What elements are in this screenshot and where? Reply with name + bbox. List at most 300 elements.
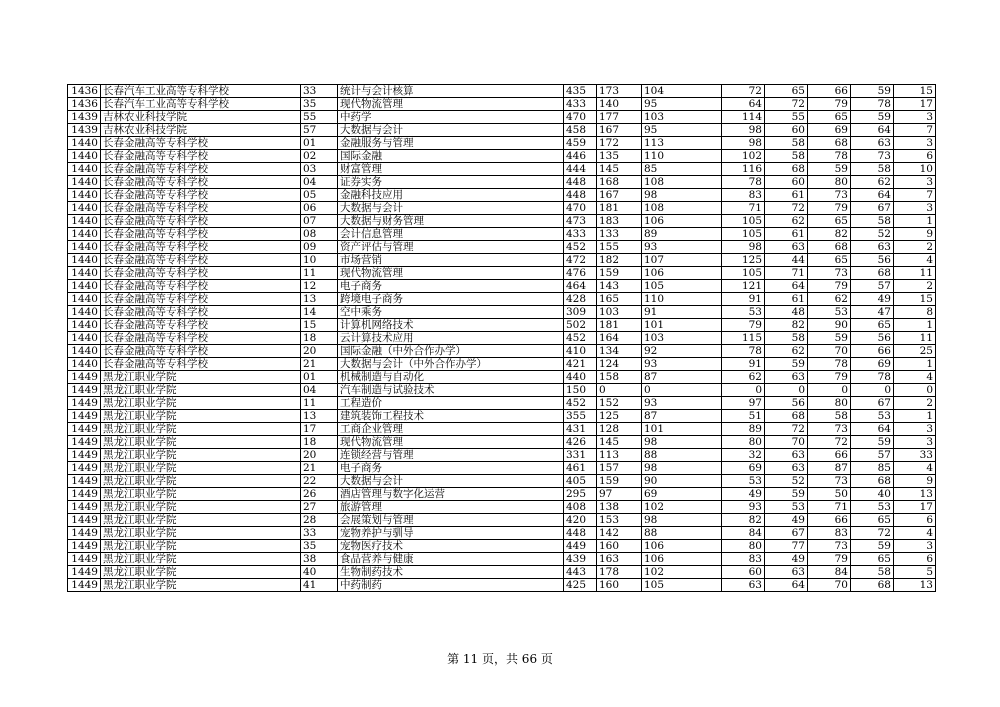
cell-major-name: 工商企业管理 [338, 423, 564, 436]
cell-score-e: 70 [808, 345, 851, 358]
cell-score-d: 55 [765, 111, 808, 124]
cell-major-code: 04 [301, 176, 338, 189]
cell-major-code: 55 [301, 111, 338, 124]
cell-score-d: 52 [765, 475, 808, 488]
cell-score-f: 56 [851, 332, 894, 345]
cell-score-a: 181 [597, 319, 642, 332]
cell-score-d: 58 [765, 332, 808, 345]
cell-score-c: 91 [722, 358, 765, 371]
cell-total-score: 355 [564, 410, 597, 423]
cell-major-name: 现代物流管理 [338, 436, 564, 449]
cell-score-f: 64 [851, 189, 894, 202]
cell-school-name: 长春金融高等专科学校 [101, 228, 301, 241]
cell-score-f: 64 [851, 124, 894, 137]
cell-school-code: 1449 [68, 514, 101, 527]
cell-score-b: 0 [642, 384, 722, 397]
cell-rank: 5 [894, 566, 936, 579]
cell-score-d: 64 [765, 280, 808, 293]
cell-score-c: 78 [722, 345, 765, 358]
cell-total-score: 448 [564, 189, 597, 202]
cell-score-e: 79 [808, 202, 851, 215]
table-row [68, 475, 936, 488]
cell-total-score: 449 [564, 540, 597, 553]
cell-total-score: 448 [564, 527, 597, 540]
cell-score-c: 80 [722, 540, 765, 553]
cell-score-c: 53 [722, 306, 765, 319]
cell-total-score: 150 [564, 384, 597, 397]
cell-school-code: 1440 [68, 228, 101, 241]
cell-school-name: 长春金融高等专科学校 [101, 176, 301, 189]
cell-score-e: 59 [808, 163, 851, 176]
cell-school-name: 黑龙江职业学院 [101, 462, 301, 475]
cell-total-score: 470 [564, 202, 597, 215]
cell-score-b: 107 [642, 254, 722, 267]
table-row [68, 397, 936, 410]
cell-score-b: 95 [642, 98, 722, 111]
cell-score-c: 97 [722, 397, 765, 410]
table-row [68, 436, 936, 449]
cell-major-code: 07 [301, 215, 338, 228]
table-row [68, 540, 936, 553]
cell-score-c: 79 [722, 319, 765, 332]
cell-score-e: 78 [808, 150, 851, 163]
cell-score-d: 65 [765, 85, 808, 98]
cell-major-code: 11 [301, 397, 338, 410]
cell-total-score: 464 [564, 280, 597, 293]
cell-major-code: 11 [301, 267, 338, 280]
cell-major-code: 33 [301, 527, 338, 540]
cell-score-e: 79 [808, 98, 851, 111]
cell-score-c: 60 [722, 566, 765, 579]
cell-score-d: 67 [765, 527, 808, 540]
cell-score-d: 63 [765, 462, 808, 475]
cell-score-e: 50 [808, 488, 851, 501]
cell-score-c: 98 [722, 137, 765, 150]
cell-score-a: 183 [597, 215, 642, 228]
cell-score-b: 87 [642, 371, 722, 384]
cell-score-d: 70 [765, 436, 808, 449]
cell-score-c: 89 [722, 423, 765, 436]
cell-score-f: 58 [851, 566, 894, 579]
cell-total-score: 331 [564, 449, 597, 462]
cell-total-score: 435 [564, 85, 597, 98]
cell-score-e: 79 [808, 280, 851, 293]
cell-score-e: 80 [808, 397, 851, 410]
cell-score-e: 80 [808, 176, 851, 189]
cell-score-c: 82 [722, 514, 765, 527]
cell-major-code: 12 [301, 280, 338, 293]
cell-rank: 9 [894, 228, 936, 241]
cell-school-code: 1449 [68, 371, 101, 384]
cell-score-f: 58 [851, 215, 894, 228]
cell-score-c: 105 [722, 215, 765, 228]
cell-score-f: 68 [851, 267, 894, 280]
cell-major-name: 国际金融 [338, 150, 564, 163]
cell-score-f: 68 [851, 475, 894, 488]
cell-score-b: 93 [642, 397, 722, 410]
cell-score-e: 73 [808, 423, 851, 436]
cell-score-c: 105 [722, 228, 765, 241]
cell-score-c: 98 [722, 241, 765, 254]
cell-score-e: 72 [808, 436, 851, 449]
cell-school-code: 1440 [68, 215, 101, 228]
cell-score-a: 168 [597, 176, 642, 189]
cell-score-a: 103 [597, 306, 642, 319]
cell-rank: 10 [894, 163, 936, 176]
cell-rank: 3 [894, 202, 936, 215]
cell-major-code: 06 [301, 202, 338, 215]
cell-total-score: 446 [564, 150, 597, 163]
cell-school-name: 黑龙江职业学院 [101, 540, 301, 553]
cell-score-c: 62 [722, 371, 765, 384]
cell-score-c: 64 [722, 98, 765, 111]
page-footer: 第 11 页，共 66 页 [447, 652, 553, 666]
cell-rank: 33 [894, 449, 936, 462]
cell-school-code: 1440 [68, 254, 101, 267]
table-row [68, 566, 936, 579]
table-row [68, 319, 936, 332]
cell-score-f: 59 [851, 540, 894, 553]
table-row [68, 527, 936, 540]
cell-score-f: 59 [851, 436, 894, 449]
cell-score-c: 53 [722, 475, 765, 488]
cell-school-name: 长春金融高等专科学校 [101, 319, 301, 332]
cell-score-c: 78 [722, 176, 765, 189]
cell-school-name: 长春金融高等专科学校 [101, 306, 301, 319]
cell-score-e: 73 [808, 475, 851, 488]
cell-score-c: 84 [722, 527, 765, 540]
cell-school-code: 1440 [68, 137, 101, 150]
table-row [68, 202, 936, 215]
cell-major-code: 01 [301, 137, 338, 150]
cell-rank: 3 [894, 137, 936, 150]
cell-score-c: 116 [722, 163, 765, 176]
cell-school-code: 1440 [68, 280, 101, 293]
cell-score-e: 73 [808, 189, 851, 202]
cell-score-a: 165 [597, 293, 642, 306]
cell-total-score: 425 [564, 579, 597, 592]
cell-major-code: 41 [301, 579, 338, 592]
cell-school-code: 1449 [68, 527, 101, 540]
cell-score-e: 68 [808, 137, 851, 150]
cell-score-e: 79 [808, 371, 851, 384]
cell-score-b: 102 [642, 566, 722, 579]
cell-score-e: 66 [808, 449, 851, 462]
cell-major-name: 国际金融（中外合作办学） [338, 345, 564, 358]
cell-score-e: 82 [808, 228, 851, 241]
cell-total-score: 502 [564, 319, 597, 332]
cell-score-b: 95 [642, 124, 722, 137]
cell-major-name: 会计信息管理 [338, 228, 564, 241]
table-row [68, 98, 936, 111]
cell-score-c: 115 [722, 332, 765, 345]
cell-major-name: 大数据与财务管理 [338, 215, 564, 228]
cell-rank: 17 [894, 501, 936, 514]
cell-major-name: 工程造价 [338, 397, 564, 410]
cell-school-code: 1436 [68, 98, 101, 111]
cell-score-d: 64 [765, 579, 808, 592]
cell-total-score: 452 [564, 241, 597, 254]
cell-score-e: 53 [808, 306, 851, 319]
cell-score-b: 105 [642, 579, 722, 592]
cell-rank: 2 [894, 241, 936, 254]
cell-major-name: 中药制药 [338, 579, 564, 592]
cell-school-code: 1440 [68, 345, 101, 358]
table-row [68, 215, 936, 228]
cell-score-c: 125 [722, 254, 765, 267]
cell-score-e: 73 [808, 267, 851, 280]
cell-school-code: 1449 [68, 501, 101, 514]
cell-major-name: 证券实务 [338, 176, 564, 189]
cell-score-e: 83 [808, 527, 851, 540]
admission-score-table [67, 84, 936, 592]
cell-major-code: 20 [301, 449, 338, 462]
cell-score-d: 68 [765, 410, 808, 423]
cell-rank: 13 [894, 579, 936, 592]
cell-score-f: 78 [851, 98, 894, 111]
cell-major-name: 电子商务 [338, 462, 564, 475]
cell-school-name: 黑龙江职业学院 [101, 488, 301, 501]
cell-score-c: 98 [722, 124, 765, 137]
table-row [68, 345, 936, 358]
table-row [68, 163, 936, 176]
table-row [68, 449, 936, 462]
cell-score-c: 80 [722, 436, 765, 449]
cell-major-code: 28 [301, 514, 338, 527]
cell-score-a: 0 [597, 384, 642, 397]
cell-score-b: 102 [642, 501, 722, 514]
cell-score-e: 79 [808, 553, 851, 566]
cell-school-name: 吉林农业科技学院 [101, 124, 301, 137]
cell-school-code: 1440 [68, 319, 101, 332]
cell-score-a: 134 [597, 345, 642, 358]
cell-major-code: 09 [301, 241, 338, 254]
cell-score-a: 173 [597, 85, 642, 98]
cell-major-code: 01 [301, 371, 338, 384]
cell-major-name: 大数据与会计 [338, 475, 564, 488]
cell-rank: 15 [894, 85, 936, 98]
cell-score-b: 98 [642, 514, 722, 527]
cell-score-a: 133 [597, 228, 642, 241]
cell-score-d: 68 [765, 163, 808, 176]
cell-score-a: 167 [597, 189, 642, 202]
cell-school-code: 1449 [68, 566, 101, 579]
cell-school-code: 1440 [68, 202, 101, 215]
cell-school-name: 长春金融高等专科学校 [101, 215, 301, 228]
cell-score-e: 78 [808, 358, 851, 371]
cell-major-code: 38 [301, 553, 338, 566]
cell-rank: 25 [894, 345, 936, 358]
cell-score-d: 63 [765, 566, 808, 579]
cell-total-score: 459 [564, 137, 597, 150]
cell-score-b: 110 [642, 293, 722, 306]
cell-major-code: 21 [301, 462, 338, 475]
cell-school-name: 黑龙江职业学院 [101, 475, 301, 488]
cell-score-a: 159 [597, 267, 642, 280]
cell-school-name: 黑龙江职业学院 [101, 514, 301, 527]
cell-rank: 11 [894, 332, 936, 345]
cell-major-code: 13 [301, 293, 338, 306]
cell-major-code: 27 [301, 501, 338, 514]
cell-score-c: 32 [722, 449, 765, 462]
cell-score-a: 160 [597, 540, 642, 553]
cell-rank: 1 [894, 319, 936, 332]
cell-school-code: 1439 [68, 111, 101, 124]
cell-score-a: 125 [597, 410, 642, 423]
table-row [68, 85, 936, 98]
table-row [68, 254, 936, 267]
cell-school-name: 长春金融高等专科学校 [101, 202, 301, 215]
cell-school-name: 长春金融高等专科学校 [101, 241, 301, 254]
cell-major-name: 宠物医疗技术 [338, 540, 564, 553]
cell-score-d: 82 [765, 319, 808, 332]
cell-rank: 1 [894, 358, 936, 371]
table-body [68, 85, 936, 592]
cell-score-d: 72 [765, 423, 808, 436]
cell-score-f: 73 [851, 150, 894, 163]
cell-score-d: 0 [765, 384, 808, 397]
cell-major-name: 金融科技应用 [338, 189, 564, 202]
cell-total-score: 405 [564, 475, 597, 488]
cell-major-name: 大数据与会计 [338, 124, 564, 137]
cell-school-name: 黑龙江职业学院 [101, 579, 301, 592]
cell-score-d: 59 [765, 358, 808, 371]
cell-score-c: 69 [722, 462, 765, 475]
table-row [68, 423, 936, 436]
cell-score-f: 53 [851, 501, 894, 514]
table-row [68, 267, 936, 280]
cell-score-e: 70 [808, 579, 851, 592]
cell-school-name: 长春金融高等专科学校 [101, 267, 301, 280]
table-row [68, 306, 936, 319]
table-row [68, 293, 936, 306]
cell-score-b: 103 [642, 332, 722, 345]
cell-school-code: 1440 [68, 332, 101, 345]
cell-school-code: 1449 [68, 410, 101, 423]
cell-score-f: 57 [851, 280, 894, 293]
cell-major-name: 汽车制造与试验技术 [338, 384, 564, 397]
cell-score-c: 83 [722, 189, 765, 202]
cell-score-a: 124 [597, 358, 642, 371]
cell-school-name: 长春金融高等专科学校 [101, 254, 301, 267]
cell-school-name: 黑龙江职业学院 [101, 410, 301, 423]
table-row [68, 410, 936, 423]
cell-school-code: 1440 [68, 163, 101, 176]
cell-score-d: 63 [765, 241, 808, 254]
cell-major-code: 10 [301, 254, 338, 267]
cell-school-name: 长春金融高等专科学校 [101, 137, 301, 150]
cell-school-code: 1449 [68, 579, 101, 592]
cell-score-b: 106 [642, 540, 722, 553]
cell-score-b: 98 [642, 189, 722, 202]
cell-score-f: 65 [851, 514, 894, 527]
cell-total-score: 428 [564, 293, 597, 306]
cell-major-name: 中药学 [338, 111, 564, 124]
cell-major-code: 13 [301, 410, 338, 423]
cell-score-e: 65 [808, 254, 851, 267]
cell-major-name: 旅游管理 [338, 501, 564, 514]
cell-rank: 17 [894, 98, 936, 111]
cell-total-score: 448 [564, 176, 597, 189]
cell-score-d: 58 [765, 137, 808, 150]
table-row [68, 514, 936, 527]
cell-score-a: 159 [597, 475, 642, 488]
cell-school-name: 黑龙江职业学院 [101, 566, 301, 579]
cell-major-code: 14 [301, 306, 338, 319]
cell-score-b: 85 [642, 163, 722, 176]
cell-major-name: 现代物流管理 [338, 267, 564, 280]
cell-score-d: 62 [765, 215, 808, 228]
cell-score-d: 53 [765, 501, 808, 514]
cell-total-score: 452 [564, 397, 597, 410]
cell-major-name: 大数据与会计（中外合作办学） [338, 358, 564, 371]
cell-score-b: 69 [642, 488, 722, 501]
cell-rank: 9 [894, 475, 936, 488]
cell-score-b: 89 [642, 228, 722, 241]
cell-score-e: 65 [808, 111, 851, 124]
cell-score-c: 49 [722, 488, 765, 501]
cell-major-code: 40 [301, 566, 338, 579]
cell-school-code: 1440 [68, 293, 101, 306]
cell-school-name: 长春金融高等专科学校 [101, 345, 301, 358]
cell-rank: 3 [894, 423, 936, 436]
cell-school-code: 1449 [68, 540, 101, 553]
cell-total-score: 433 [564, 228, 597, 241]
cell-score-e: 73 [808, 540, 851, 553]
cell-score-e: 90 [808, 319, 851, 332]
cell-score-c: 51 [722, 410, 765, 423]
cell-school-code: 1439 [68, 124, 101, 137]
cell-score-b: 106 [642, 267, 722, 280]
cell-score-f: 67 [851, 202, 894, 215]
cell-school-code: 1440 [68, 306, 101, 319]
cell-score-f: 47 [851, 306, 894, 319]
cell-score-a: 167 [597, 124, 642, 137]
cell-school-code: 1449 [68, 462, 101, 475]
cell-score-d: 49 [765, 514, 808, 527]
cell-school-name: 长春金融高等专科学校 [101, 189, 301, 202]
cell-score-f: 85 [851, 462, 894, 475]
cell-score-d: 62 [765, 345, 808, 358]
cell-school-code: 1449 [68, 488, 101, 501]
cell-score-a: 155 [597, 241, 642, 254]
cell-school-name: 长春金融高等专科学校 [101, 163, 301, 176]
cell-score-f: 62 [851, 176, 894, 189]
cell-major-code: 18 [301, 436, 338, 449]
cell-score-d: 77 [765, 540, 808, 553]
cell-school-name: 黑龙江职业学院 [101, 553, 301, 566]
cell-score-a: 113 [597, 449, 642, 462]
cell-score-b: 108 [642, 202, 722, 215]
cell-school-name: 长春金融高等专科学校 [101, 358, 301, 371]
cell-school-code: 1449 [68, 553, 101, 566]
cell-rank: 1 [894, 410, 936, 423]
cell-school-name: 黑龙江职业学院 [101, 436, 301, 449]
cell-rank: 1 [894, 215, 936, 228]
cell-score-d: 60 [765, 124, 808, 137]
table-row [68, 332, 936, 345]
cell-score-b: 113 [642, 137, 722, 150]
cell-score-b: 91 [642, 306, 722, 319]
cell-score-b: 101 [642, 423, 722, 436]
cell-score-c: 63 [722, 579, 765, 592]
table-row [68, 371, 936, 384]
cell-score-c: 71 [722, 202, 765, 215]
cell-score-b: 93 [642, 241, 722, 254]
cell-score-c: 72 [722, 85, 765, 98]
cell-rank: 4 [894, 371, 936, 384]
cell-score-b: 106 [642, 215, 722, 228]
